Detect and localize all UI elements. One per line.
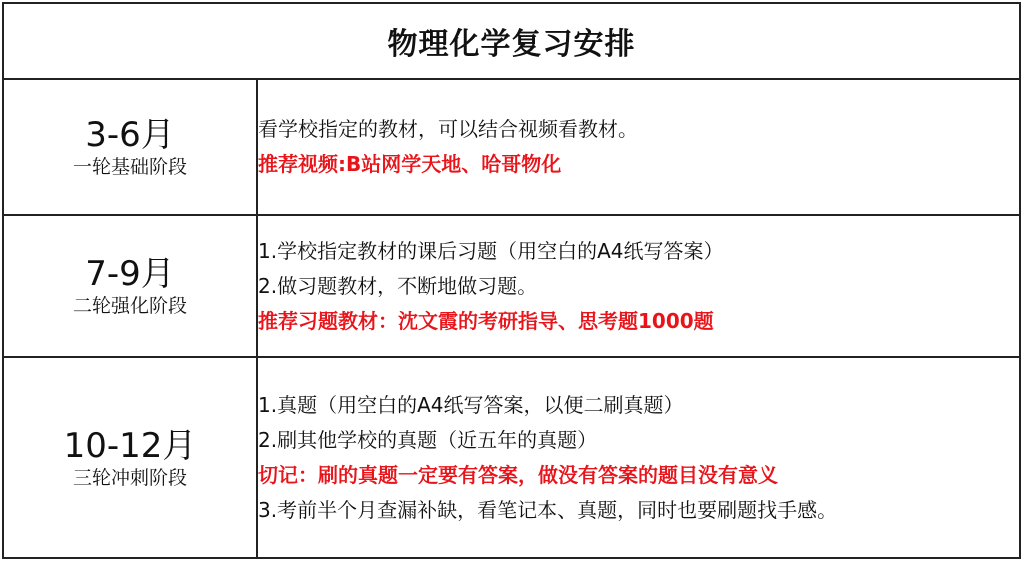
period-range: 10-12月 bbox=[63, 425, 197, 466]
plan-cell bbox=[257, 215, 1020, 357]
page-title: 物理化学复习安排 bbox=[3, 3, 1020, 79]
period-cell bbox=[3, 215, 257, 357]
period-range: 7-9月 bbox=[85, 254, 175, 294]
plan-line-highlight: 推荐习题教材：沈文霞的考研指导、思考题1000题 bbox=[258, 308, 714, 333]
review-schedule-table bbox=[2, 2, 1021, 559]
plan-line: 看学校指定的教材，可以结合视频看教材。 bbox=[258, 117, 638, 141]
period-stage: 三轮冲刺阶段 bbox=[72, 466, 187, 489]
period-cell bbox=[3, 79, 257, 215]
plan-line-highlight: 切记：刷的真题一定要有答案，做没有答案的题目没有意义 bbox=[258, 462, 778, 487]
plan-line: 2.做习题教材，不断地做习题。 bbox=[258, 273, 538, 298]
period-cell bbox=[3, 357, 257, 558]
plan-line: 1.学校指定教材的课后习题（用空白的A4纸写答案） bbox=[258, 238, 724, 263]
plan-line: 1.真题（用空白的A4纸写答案，以便二刷真题） bbox=[258, 392, 684, 417]
plan-line: 3.考前半个月查漏补缺，看笔记本、真题，同时也要刷题找手感。 bbox=[258, 497, 838, 522]
plan-line: 2.刷其他学校的真题（近五年的真题） bbox=[258, 427, 598, 452]
schedule-row bbox=[3, 215, 1020, 357]
plan-cell bbox=[257, 79, 1020, 215]
plan-line-highlight: 推荐视频:B站网学天地、哈哥物化 bbox=[258, 152, 562, 176]
period-range: 3-6月 bbox=[85, 115, 175, 155]
plan-cell bbox=[257, 357, 1020, 558]
title-row bbox=[3, 3, 1020, 79]
period-stage: 二轮强化阶段 bbox=[72, 295, 187, 317]
period-stage: 一轮基础阶段 bbox=[72, 156, 187, 178]
schedule-row bbox=[3, 357, 1020, 558]
schedule-row bbox=[3, 79, 1020, 215]
